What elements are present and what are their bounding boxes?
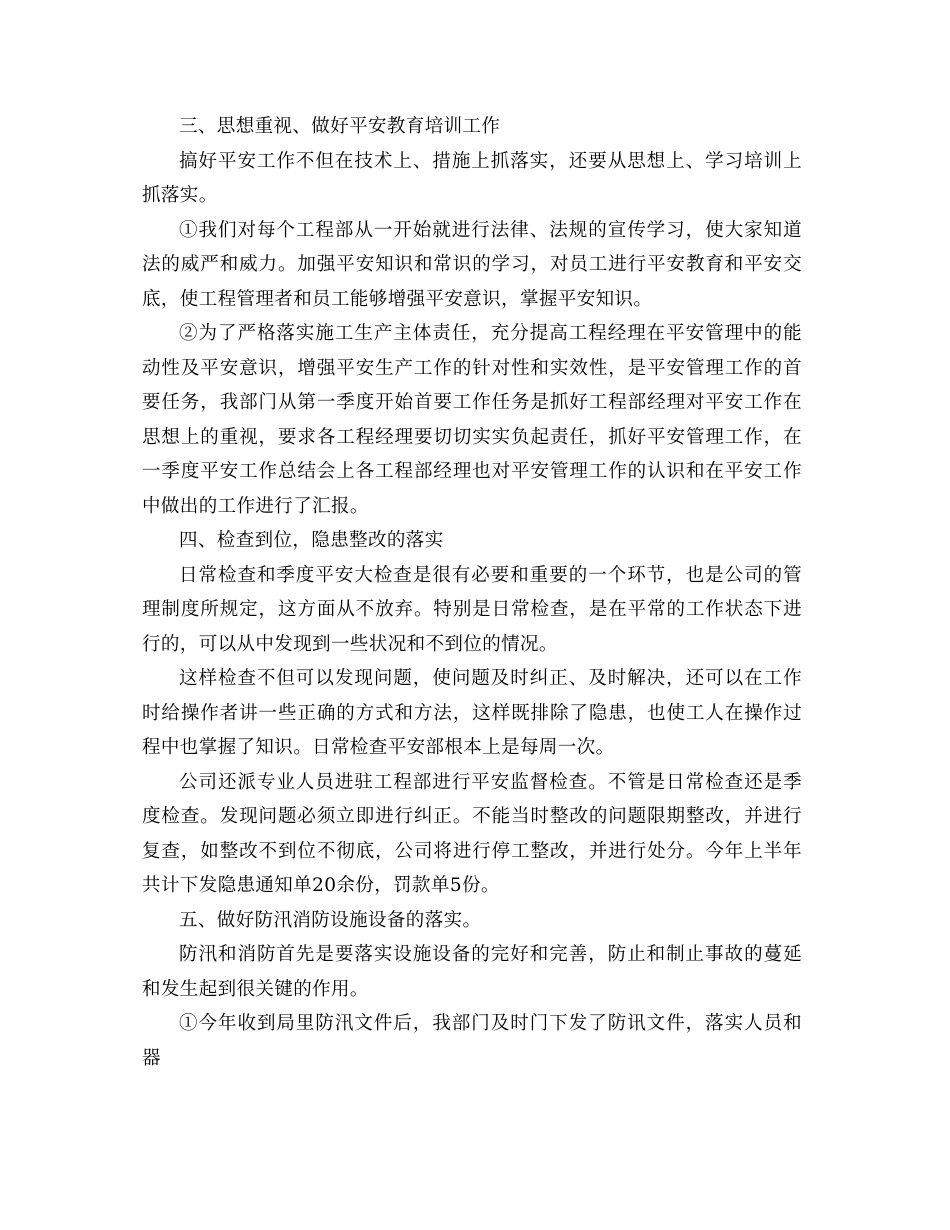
section-heading-4: 四、检查到位，隐患整改的落实 [179, 530, 444, 551]
section-heading-3: 三、思想重视、做好平安教育培训工作 [179, 116, 501, 137]
paragraph: ②为了严格落实施工生产主体责任，充分提高工程经理在平安管理中的能动性及平安意识，增强平安生产工作的针对性和实效性，是平安管理工作的首要任务，我部门从第一季度开始首要工作任务是抓好工程部经理对平安工作在思想上的重视，要求各工程经理要切切实实负起责任，抓好平安管理工作，在一季度平安工作总结会上各工程部经理也对平安管理工作的认识和在平安工作中做出的工作进行了汇报。 [142, 323, 802, 517]
paragraph: 公司还派专业人员进驻工程部进行平安监督检查。不管是日常检查还是季度检查。发现问题必须立即进行纠正。不能当时整改的问题限期整改，并进行复查，如整改不到位不彻底，公司将进行停工整改，并进行处分。今年上半年共计下发隐患通知单20余份，罚款单5份。 [142, 771, 802, 896]
paragraph: 日常检查和季度平安大检查是很有必要和重要的一个环节，也是公司的管理制度所规定，这方面从不放弃。特别是日常检查，是在平常的工作状态下进行的，可以从中发现到一些状况和不到位的情况。 [142, 564, 802, 655]
paragraph: 防汛和消防首先是要落实设施设备的完好和完善，防止和制止事故的蔓延和发生起到很关键的作用。 [142, 944, 802, 1000]
document-page [142, 110, 802, 1076]
section-heading-5: 五、做好防汛消防设施设备的落实。 [179, 909, 482, 931]
paragraph: ①我们对每个工程部从一开始就进行法律、法规的宣传学习，使大家知道法的威严和威力。加强平安知识和常识的学习，对员工进行平安教育和平安交底，使工程管理者和员工能够增强平安意识，掌握平安知识。 [142, 219, 802, 310]
paragraph: 这样检查不但可以发现问题，使问题及时纠正、及时解决，还可以在工作时给操作者讲一些正确的方式和方法，这样既排除了隐患，也使工人在操作过程中也掌握了知识。日常检查平安部根本上是每周一次。 [142, 668, 802, 758]
paragraph: 搞好平安工作不但在技术上、措施上抓落实，还要从思想上、学习培训上抓落实。 [142, 150, 802, 206]
paragraph: ①今年收到局里防汛文件后，我部门及时门下发了防讯文件，落实人员和器 [142, 1013, 802, 1069]
